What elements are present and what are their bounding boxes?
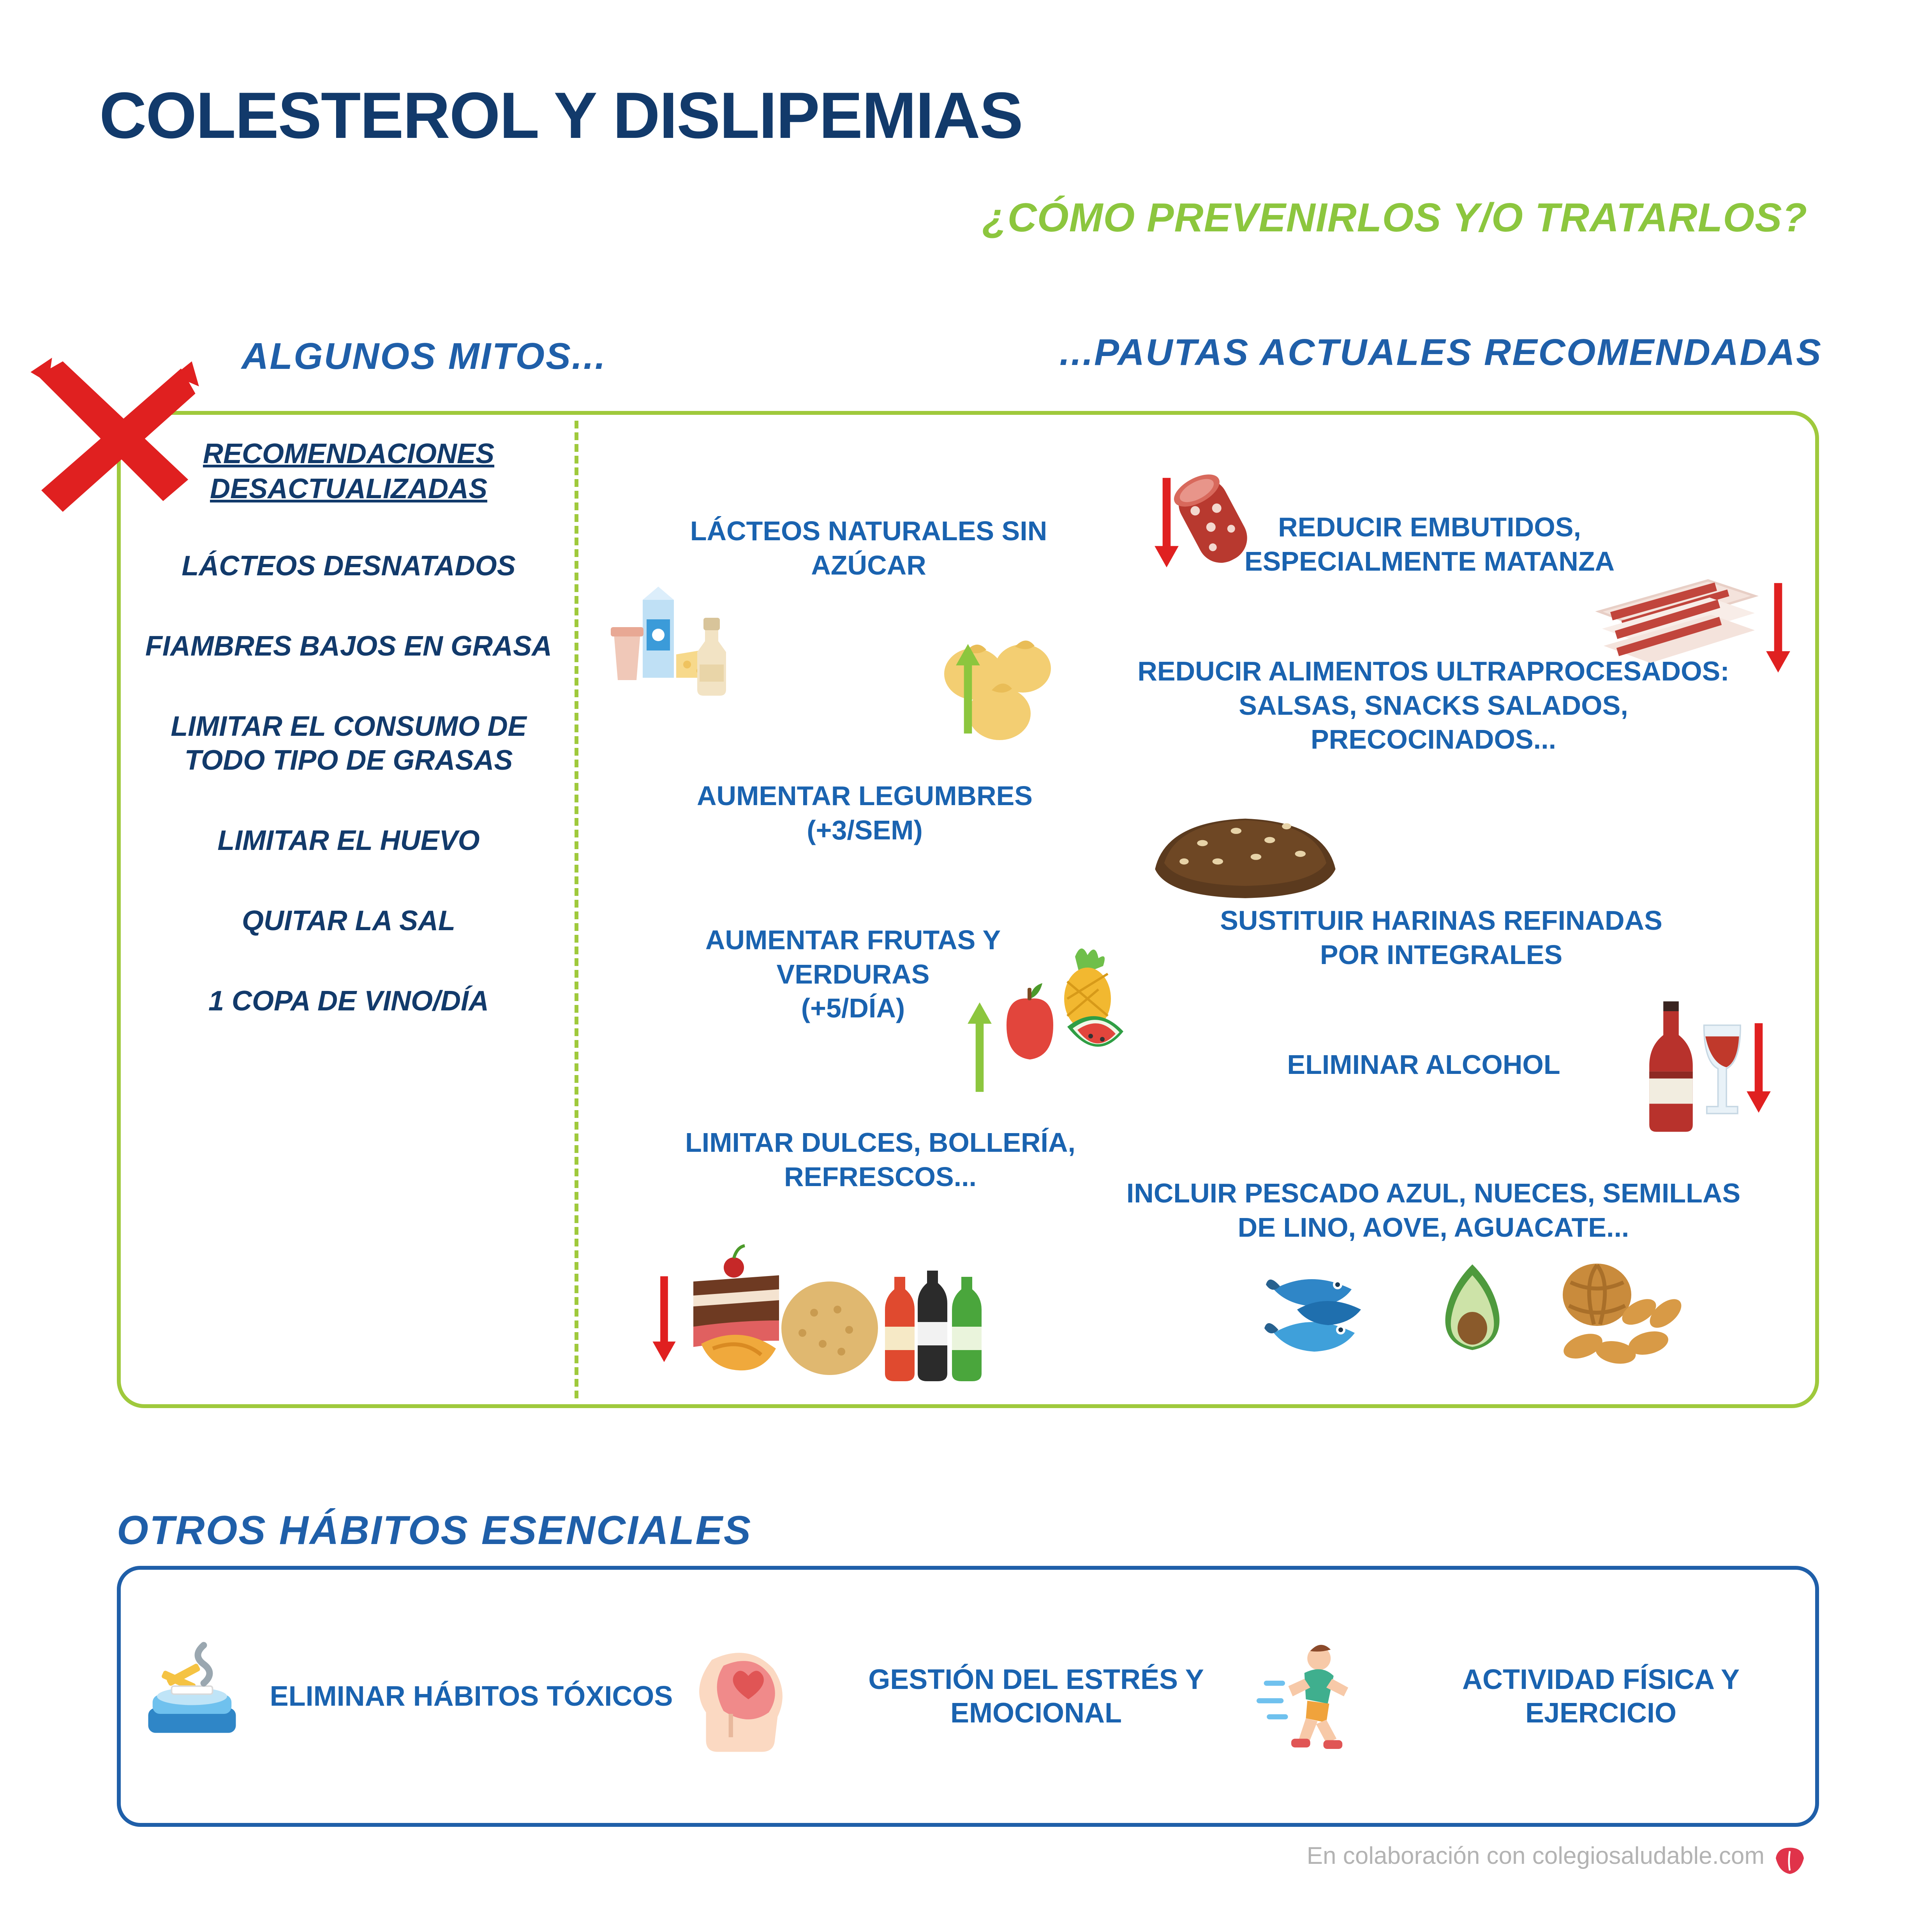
running-person-icon bbox=[1250, 1638, 1367, 1755]
guideline-sausage: REDUCIR EMBUTIDOS, ESPECIALMENTE MATANZA bbox=[1244, 512, 1615, 576]
arrow-down-icon bbox=[1745, 1021, 1772, 1114]
habit-item-stress bbox=[686, 1638, 1250, 1755]
guideline-legumes-note: (+3/SEM) bbox=[807, 814, 923, 845]
arrow-up-icon bbox=[954, 643, 982, 736]
brand-logo-icon bbox=[1772, 1842, 1807, 1877]
habit-label-exercise: ACTIVIDAD FÍSICA Y EJERCICIO bbox=[1462, 1664, 1740, 1729]
guideline-fish: INCLUIR PESCADO AZUL, NUECES, SEMILLAS DE LINO, AOVE, AGUACATE... bbox=[1126, 1178, 1741, 1243]
habit-item-exercise bbox=[1250, 1638, 1815, 1755]
avocado-icon bbox=[1418, 1258, 1527, 1375]
guideline-dairy: LÁCTEOS NATURALES SIN AZÚCAR bbox=[690, 516, 1047, 580]
head-brain-heart-icon bbox=[686, 1638, 802, 1755]
footer-credit: En colaboración con colegiosaludable.com bbox=[1306, 1842, 1765, 1869]
arrow-up-icon bbox=[966, 1001, 993, 1095]
walnuts-seeds-icon bbox=[1542, 1254, 1698, 1379]
bacon-strips-icon bbox=[1589, 565, 1765, 682]
habit-label-stress: GESTIÓN DEL ESTRÉS Y EMOCIONAL bbox=[868, 1664, 1204, 1729]
guideline-fruits-text: AUMENTAR FRUTAS Y VERDURAS bbox=[705, 925, 1001, 989]
chickpeas-legumes-icon bbox=[931, 631, 1063, 744]
blue-fish-icon bbox=[1250, 1258, 1398, 1375]
essential-habits-box bbox=[117, 1566, 1819, 1827]
myths-list bbox=[129, 436, 569, 1065]
arrow-down-icon bbox=[1765, 580, 1792, 674]
arrow-down-icon bbox=[650, 1274, 678, 1363]
page-title: COLESTEROL Y DISLIPEMIAS bbox=[99, 79, 1022, 152]
guideline-legumes bbox=[654, 779, 1075, 847]
guideline-alcohol: ELIMINAR ALCOHOL bbox=[1287, 1049, 1560, 1080]
myth-item-2: FIAMBRES BAJOS EN GRASA bbox=[145, 630, 552, 662]
myth-item-6: 1 COPA DE VINO/DÍA bbox=[208, 985, 489, 1017]
guideline-ultraprocessed: REDUCIR ALIMENTOS ULTRAPROCESADOS: SALSAS, SNACKS SALADOS, PRECOCINADOS... bbox=[1137, 656, 1729, 754]
column-divider bbox=[575, 421, 578, 1398]
habits-section-heading: OTROS HÁBITOS ESENCIALES bbox=[117, 1508, 752, 1553]
page-subtitle: ¿CÓMO PREVENIRLOS Y/O TRATARLOS? bbox=[982, 195, 1807, 240]
sweets-pastries-sodas-icon bbox=[678, 1235, 1013, 1391]
dairy-products-icon bbox=[600, 573, 763, 717]
guidelines-section-heading: ...PAUTAS ACTUALES RECOMENDADAS bbox=[1059, 331, 1822, 373]
myth-item-3: LIMITAR EL CONSUMO DE TODO TIPO DE GRASAS bbox=[171, 710, 527, 776]
myths-section-heading: ALGUNOS MITOS... bbox=[242, 335, 606, 377]
guideline-sweets: LIMITAR DULCES, BOLLERÍA, REFRESCOS... bbox=[685, 1127, 1075, 1192]
guideline-flours: SUSTITUIR HARINAS REFINADAS POR INTEGRALES bbox=[1220, 905, 1662, 970]
fruits-vegetables-icon bbox=[982, 943, 1145, 1083]
ashtray-cigarettes-icon bbox=[134, 1638, 250, 1755]
habit-label-toxic: ELIMINAR HÁBITOS TÓXICOS bbox=[270, 1680, 673, 1712]
myths-list-title: RECOMENDACIONES DESACTUALIZADAS bbox=[203, 438, 495, 504]
myth-item-4: LIMITAR EL HUEVO bbox=[217, 825, 480, 857]
arrow-down-icon bbox=[1153, 475, 1180, 569]
myth-item-5: QUITAR LA SAL bbox=[242, 905, 455, 937]
wholegrain-bread-icon bbox=[1141, 795, 1348, 911]
wine-bottle-glass-icon bbox=[1624, 997, 1753, 1137]
guideline-legumes-text: AUMENTAR LEGUMBRES bbox=[696, 781, 1033, 811]
habit-item-toxic bbox=[121, 1638, 686, 1755]
guideline-fruits-note: (+5/DÍA) bbox=[801, 993, 905, 1023]
myth-item-1: LÁCTEOS DESNATADOS bbox=[182, 550, 516, 582]
